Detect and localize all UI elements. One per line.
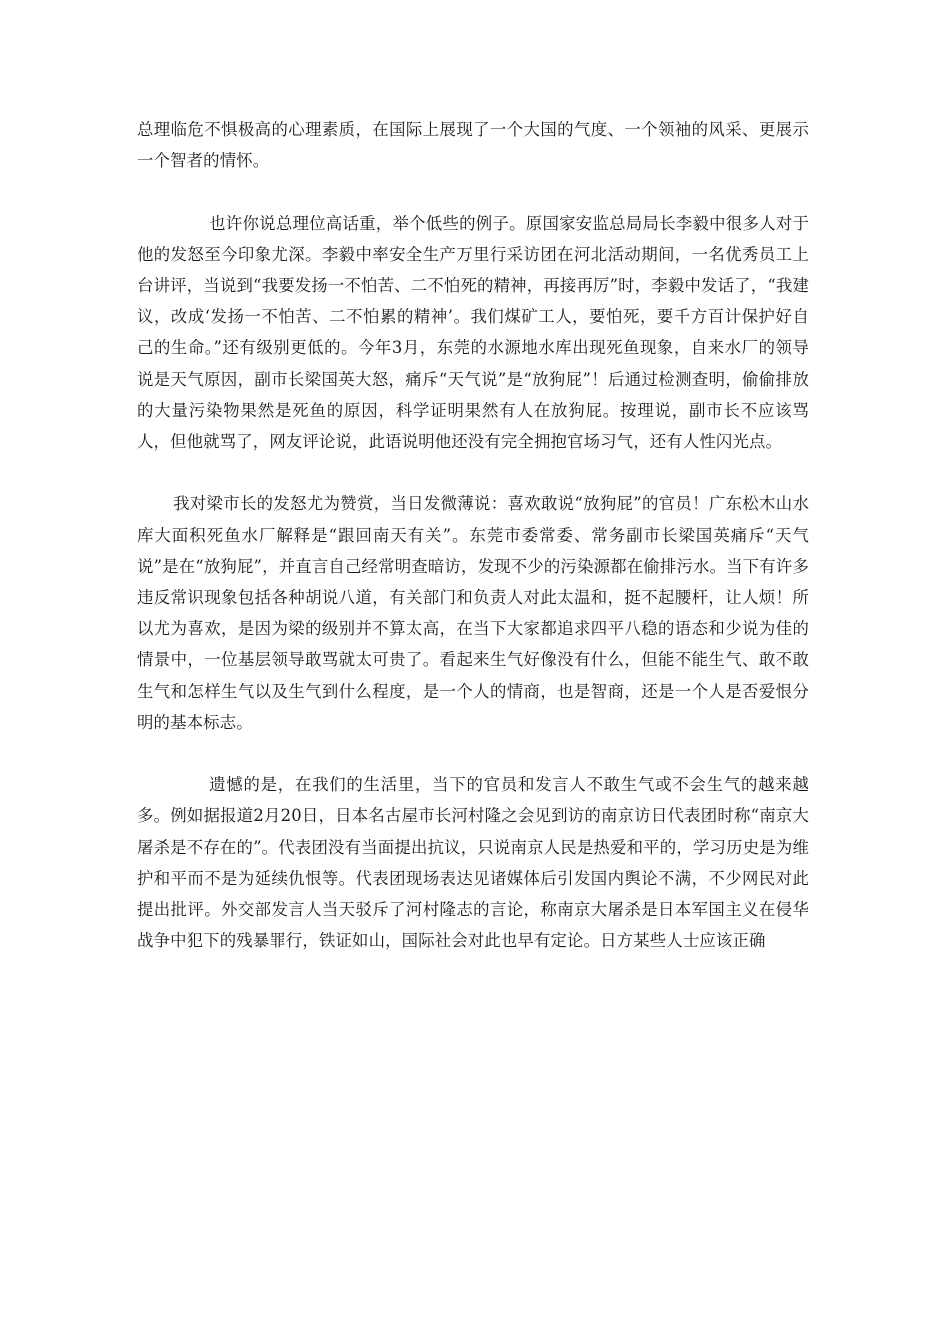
paragraph-1: 总理临危不惧极高的心理素质，在国际上展现了一个大国的气度、一个领袖的风采、更展示一个智者的情怀。 (137, 120, 809, 171)
document-body (137, 114, 809, 956)
paragraph-2: 也许你说总理位高话重，举个低些的例子。原国家安监总局局长李毅中很多人对于他的发怒至今印象尤深。李毅中率安全生产万里行采访团在河北活动期间，一名优秀员工上台讲评，当说到“我要发扬一不怕苦、二不怕死的精神，再接再厉”时，李毅中发话了，“我建议，改成‘发扬一不怕苦、二不怕累的精神’。我们煤矿工人，要怕死，要千方百计保护好自己的生命。”还有级别更低的。今年3月，东莞的水源地水库出现死鱼现象，自来水厂的领导说是天气原因，副市长梁国英大怒，痛斥“天气说”是“放狗屁”！后通过检测查明，偷偷排放的大量污染物果然是死鱼的原因，科学证明果然有人在放狗屁。按理说，副市长不应该骂人，但他就骂了，网友评论说，此语说明他还没有完全拥抱官场习气，还有人性闪光点。 (137, 213, 809, 452)
paragraph-4: 遗憾的是，在我们的生活里，当下的官员和发言人不敢生气或不会生气的越来越多。例如据报道2月20日，日本名古屋市长河村隆之会见到访的南京访日代表团时称“南京大屠杀是不存在的”。代表团没有当面提出抗议，只说南京人民是热爱和平的，学习历史是为维护和平而不是为延续仇恨等。代表团现场表达见诸媒体后引发国内舆论不满，不少网民对此提出批评。外交部发言人当天驳斥了河村隆志的言论，称南京大屠杀是日本军国主义在侵华战争中犯下的残暴罪行，铁证如山，国际社会对此也早有定论。日方某些人士应该正确 (137, 775, 809, 951)
paragraph-3: 我对梁市长的发怒尤为赞赏，当日发微薄说：喜欢敢说“放狗屁”的官员！广东松木山水库大面积死鱼水厂解释是“跟回南天有关”。东莞市委常委、常务副市长梁国英痛斥“天气说”是在“放狗屁”，并直言自己经常明查暗访，发现不少的污染源都在偷排污水。当下有许多违反常识现象包括各种胡说八道，有关部门和负责人对此太温和，挺不起腰杆，让人烦！所以尤为喜欢，是因为梁的级别并不算太高，在当下大家都追求四平八稳的语态和少说为佳的情景中，一位基层领导敢骂就太可贵了。看起来生气好像没有什么，但能不能生气、敢不敢生气和怎样生气以及生气到什么程度，是一个人的情商，也是智商，还是一个人是否爱恨分明的基本标志。 (137, 494, 809, 732)
